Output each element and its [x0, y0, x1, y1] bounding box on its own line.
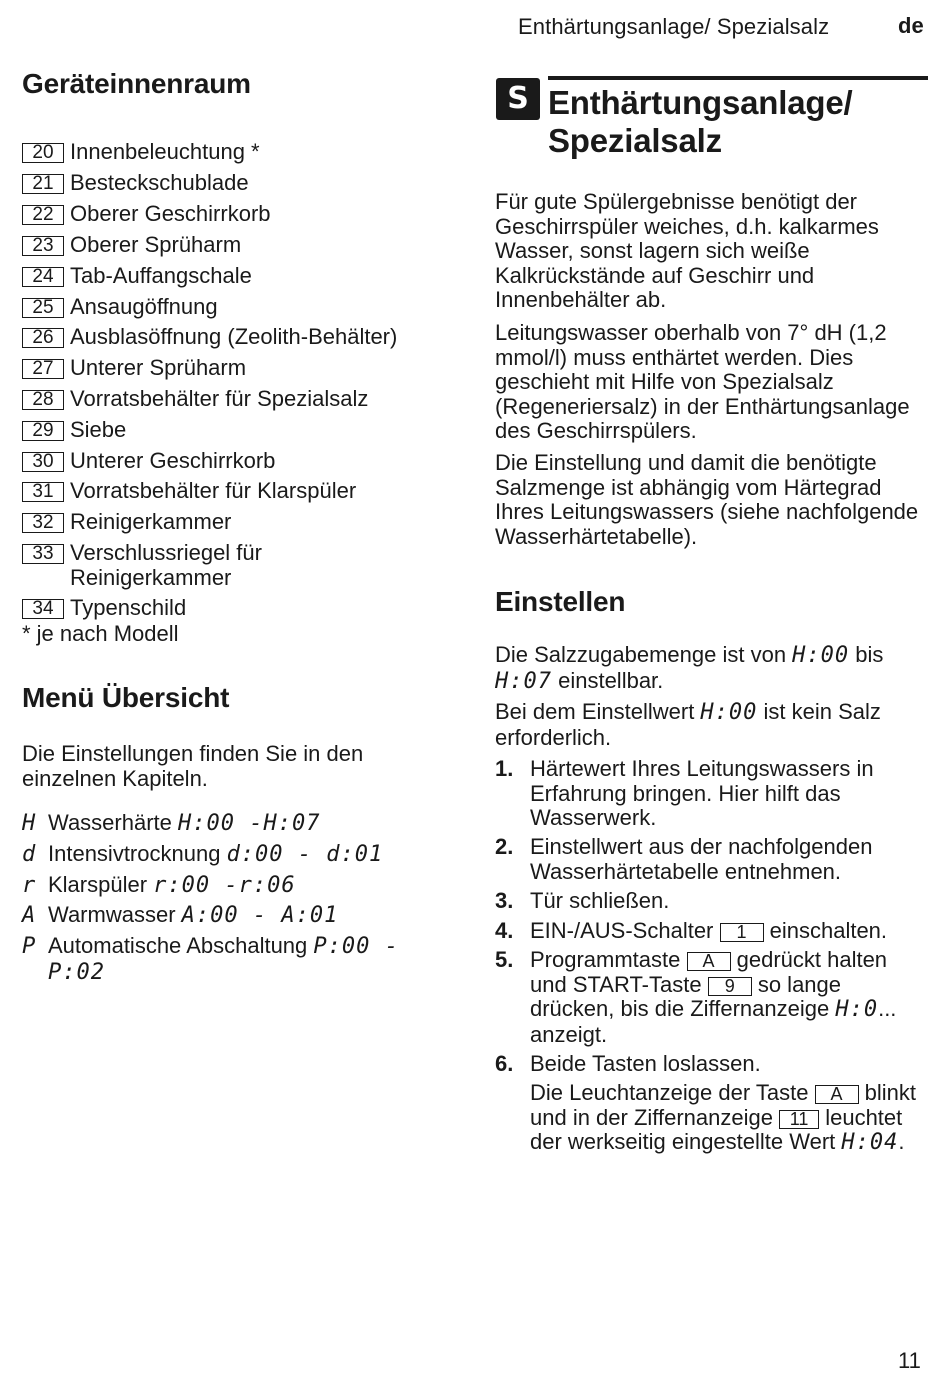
- menu-range-continued: P:02: [48, 959, 105, 985]
- menu-range: H:00 -H:07: [178, 811, 321, 836]
- part-label: Vorratsbehälter für Spezialsalz: [70, 386, 369, 411]
- settings-no-salt-text: [495, 700, 927, 750]
- step-text: Beide Tasten loslassen.: [530, 1051, 761, 1076]
- step-4: [495, 919, 927, 944]
- menu-label: Intensivtrocknung: [48, 841, 221, 866]
- text-run: einschalten.: [763, 918, 888, 943]
- text-run: einstellbar.: [551, 667, 664, 693]
- step-number: 3.: [495, 888, 514, 913]
- part-label: Unterer Geschirrkorb: [70, 448, 276, 473]
- step-text: [530, 948, 927, 1047]
- step-text: [530, 919, 927, 944]
- part-number-box: 30: [22, 452, 64, 472]
- menu-label: Wasserhärte: [48, 810, 172, 835]
- text-run: leuchtet der werkseitig eingestellte Wert: [530, 1104, 903, 1154]
- part-label: Verschlussriegel für Reinigerkammer: [70, 540, 262, 590]
- page-number: 11: [898, 1348, 921, 1373]
- section-title-interior: Geräteinnenraum: [22, 68, 251, 99]
- part-item: [22, 171, 249, 196]
- intro-paragraph-2: Leitungswasser oberhalb von 7° dH (1,2 mmol/l) muss enthärtet werden. Dies geschieht mit Hilfe von Spezialsalz (Regeneriersalz) in der Enthärtungsanlage des Geschirrspülers.: [495, 320, 910, 443]
- menu-intro: Die Einstellungen finden Sie in den einzelnen Kapiteln.: [22, 741, 364, 791]
- part-number-box: 28: [22, 390, 64, 410]
- menu-code: d: [22, 842, 36, 867]
- part-item: [22, 596, 186, 621]
- part-item: [22, 387, 368, 412]
- part-label: Innenbeleuchtung *: [70, 139, 260, 164]
- menu-row-intensive-drying: [22, 842, 383, 868]
- step-number: 2.: [495, 834, 514, 859]
- part-item: [22, 233, 241, 258]
- part-item: [22, 541, 320, 590]
- part-number-box: 21: [22, 174, 64, 194]
- menu-range: P:00 -: [313, 934, 399, 959]
- part-label: Siebe: [70, 417, 127, 442]
- key-box-display: 11: [779, 1110, 819, 1129]
- display-code: H:04: [841, 1130, 899, 1155]
- key-box-start: 9: [708, 977, 752, 996]
- text-run: so lange drücken, bis die Ziffernanzeige: [530, 971, 842, 1021]
- part-label: Vorratsbehälter für Klarspüler: [70, 478, 357, 503]
- step-2: [495, 835, 927, 884]
- text-run: .: [898, 1129, 905, 1154]
- menu-range: A:00 - A:01: [181, 903, 339, 928]
- text-run: Die Leuchtanzeige der Taste: [530, 1080, 815, 1105]
- step-6-result: [495, 1081, 927, 1156]
- part-item: [22, 356, 246, 381]
- part-number-box: 23: [22, 236, 64, 256]
- text-run: Bei dem Einstellwert: [495, 699, 701, 724]
- text-run: gedrückt halten und START-Taste: [530, 947, 888, 997]
- step-6: [495, 1052, 927, 1077]
- part-label: Ausblasöffnung (Zeolith-Behälter): [70, 324, 398, 349]
- step-1: [495, 757, 927, 831]
- part-number-box: 25: [22, 298, 64, 318]
- footnote: * je nach Modell: [22, 621, 179, 646]
- text-run: bis: [849, 642, 884, 667]
- part-number-box: 32: [22, 513, 64, 533]
- step-number: 5.: [495, 947, 514, 972]
- text-run: ... anzeigt.: [530, 996, 897, 1047]
- step-result-text: [530, 1081, 927, 1156]
- part-number-box: 27: [22, 359, 64, 379]
- part-number-box: 31: [22, 482, 64, 502]
- part-number-box: 24: [22, 267, 64, 287]
- part-label: Unterer Sprüharm: [70, 355, 247, 380]
- display-code: H:0: [835, 997, 879, 1022]
- part-item: [22, 449, 275, 474]
- part-number-box: 20: [22, 143, 64, 163]
- part-number-box: 29: [22, 421, 64, 441]
- menu-row-auto-off: [22, 934, 399, 985]
- part-item: [22, 140, 260, 165]
- part-item: [22, 325, 397, 350]
- part-item: [22, 479, 356, 504]
- running-header: Enthärtungsanlage/ Spezialsalz: [518, 14, 830, 39]
- section-title-settings: Einstellen: [495, 586, 626, 617]
- part-item: [22, 418, 126, 443]
- part-label: Oberer Sprüharm: [70, 232, 242, 257]
- step-text: Tür schließen.: [530, 888, 670, 913]
- menu-label: Warmwasser: [48, 902, 176, 927]
- display-code: H:00: [792, 643, 850, 668]
- text-run: ist kein Salz erforderlich.: [495, 699, 881, 750]
- salt-s-icon: S: [496, 78, 540, 120]
- key-box-program-a: A: [815, 1085, 859, 1104]
- menu-range: r:00 -r:06: [153, 873, 296, 898]
- menu-code: H: [22, 811, 36, 836]
- display-code: H:00: [700, 700, 758, 725]
- menu-label: Klarspüler: [48, 872, 148, 897]
- settings-range-text: [495, 643, 927, 694]
- menu-row-warm-water: [22, 903, 338, 929]
- step-5: [495, 948, 927, 1047]
- part-number-box: 26: [22, 328, 64, 348]
- chapter-title-line1: Enthärtungsanlage/: [548, 84, 853, 121]
- menu-range: d:00 - d:01: [226, 842, 384, 867]
- part-number-box: 34: [22, 599, 64, 619]
- part-number-box: 33: [22, 544, 64, 564]
- menu-code: A: [22, 903, 36, 928]
- part-label: Oberer Geschirrkorb: [70, 201, 271, 226]
- key-box-on-off: 1: [720, 923, 764, 942]
- text-run: Die Salzzugabemenge ist von: [495, 642, 793, 667]
- menu-row-rinse-aid: [22, 873, 296, 899]
- step-number: 4.: [495, 918, 514, 943]
- menu-code: P: [22, 934, 36, 959]
- chapter-title: [548, 84, 852, 160]
- text-run: EIN-/AUS-Schalter: [530, 918, 720, 943]
- menu-row-water-hardness: [22, 811, 320, 837]
- step-number: 1.: [495, 756, 514, 781]
- display-code: H:07: [495, 668, 552, 694]
- part-label: Tab-Auffangschale: [70, 263, 252, 288]
- title-rule: [548, 76, 928, 80]
- part-item: [22, 295, 218, 320]
- step-number: 6.: [495, 1051, 514, 1076]
- chapter-title-line2: Spezialsalz: [548, 122, 722, 159]
- part-item: [22, 510, 231, 535]
- part-number-box: 22: [22, 205, 64, 225]
- part-label: Typenschild: [70, 595, 187, 620]
- part-label: Besteckschublade: [70, 170, 249, 195]
- menu-code: r: [22, 873, 36, 898]
- step-text: Härtewert Ihres Leitungswassers in Erfahrung bringen. Hier hilft das Wasserwerk.: [530, 756, 874, 830]
- language-tag: de: [898, 13, 924, 38]
- step-3: [495, 889, 927, 914]
- intro-paragraph-1: Für gute Spülergebnisse benötigt der Geschirrspüler weiches, d.h. kalkarmes Wasser, sonst lagern sich weiße Kalkrückstände auf Geschirr und Innenbehälter ab.: [495, 189, 879, 312]
- section-title-menu: Menü Übersicht: [22, 682, 230, 713]
- part-item: [22, 264, 252, 289]
- part-label: Reinigerkammer: [70, 509, 232, 534]
- step-text: Einstellwert aus der nachfolgenden Wasserhärtetabelle entnehmen.: [530, 834, 873, 884]
- text-run: Programmtaste: [530, 947, 687, 972]
- text-run: blinkt und in der Ziffernanzeige: [530, 1080, 917, 1130]
- intro-paragraph-3: Die Einstellung und damit die benötigte Salzmenge ist abhängig vom Härtegrad Ihres Leitungswassers (siehe nachfolgende Wasserhärtetabelle).: [495, 450, 919, 549]
- menu-label: Automatische Abschaltung: [48, 933, 308, 958]
- key-box-program-a: A: [687, 952, 731, 971]
- part-item: [22, 202, 271, 227]
- part-label: Ansaugöffnung: [70, 294, 218, 319]
